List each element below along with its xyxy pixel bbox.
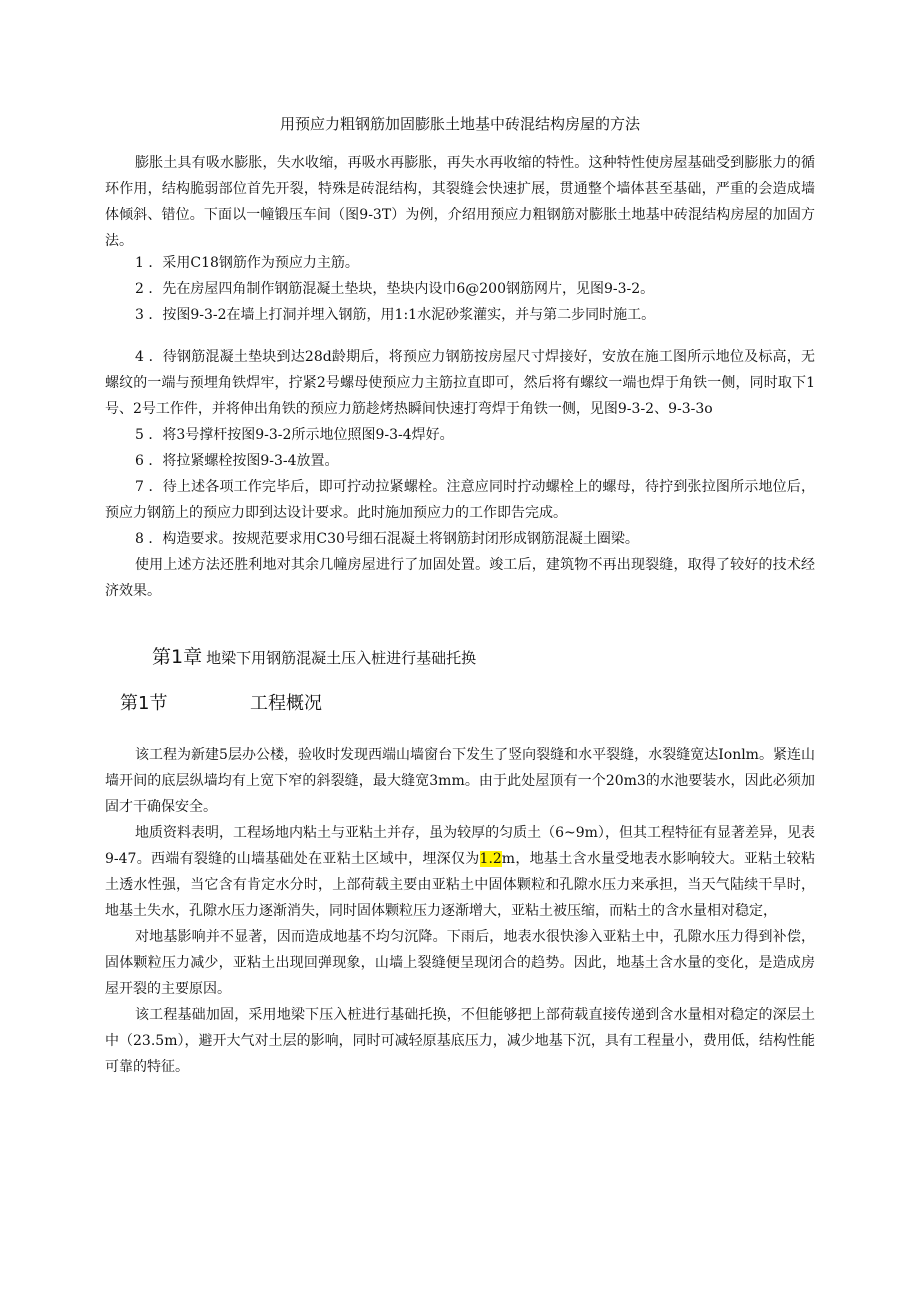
paragraph-4: 该工程基础加固，采用地梁下压入桩进行基础托换，不但能够把上部荷载直接传递到含水量相对稳定的深层土中（23.5m），避开大气对土层的影响，同时可减轻原基底压力，减少地基下沉，具有工程量小，费用低，结构性能可靠的特征。 bbox=[105, 1007, 815, 1075]
step-8: 8 ．构造要求。按规范要求用C30号细石混凝土将钢筋封闭形成钢筋混凝土圈梁。 bbox=[135, 531, 639, 547]
step-7: 7 ．待上述各项工作完毕后，即可拧动拉紧螺栓。注意应同时拧动螺栓上的螺母，待拧到张拉图所示地位后，预应力钢筋上的预应力即到达设计要求。此时施加预应力的工作即告完成。 bbox=[105, 479, 815, 521]
paragraph-1: 该工程为新建5层办公楼，验收时发现西端山墙窗台下发生了竖向裂缝和水平裂缝，水裂缝宽达Ionlm。紧连山墙开间的底层纵墙均有上宽下窄的斜裂缝，最大缝宽3mm。由于此处屋顶有一个20m3的水池要装水，因此必须加固才干确保安全。 bbox=[105, 747, 815, 815]
step-3: 3 ．按图9-3-2在墙上打洞并埋入钢筋，用1:1水泥砂浆灌实，并与第二步同时施工。 bbox=[135, 307, 656, 323]
step-5: 5 ．将3号撑杆按图9-3-2所示地位照图9-3-4焊好。 bbox=[135, 427, 454, 443]
paragraph-2-start: 地质资料表明，工程场地内粘土与亚粘土并存，虽为较厚的匀质土（6~9m），但其工程特征有显著差异，见表9-47。西端有裂缝的山墙基础处在亚粘土区域中，埋深仅为 bbox=[105, 825, 815, 867]
intro-paragraph: 膨胀土具有吸水膨胀，失水收缩，再吸水再膨胀，再失水再收缩的特性。这种特性使房屋基础受到膨胀力的循环作用，结构脆弱部位首先开裂，特殊是砖混结构，其裂缝会快速扩展，贯通整个墙体甚至基础，严重的会造成墙体倾斜、错位。下面以一幢锻压车间（图9-3T）为例，介绍用预应力粗钢筋对膨胀土地基中砖混结构房屋的加固方法。 bbox=[105, 155, 815, 249]
steps-list-b bbox=[105, 344, 815, 604]
steps-list-a bbox=[105, 250, 815, 328]
section-prefix: 第1节 bbox=[120, 693, 168, 714]
step-6: 6 ．将拉紧螺栓按图9-3-4放置。 bbox=[135, 453, 339, 469]
paragraph-2-end: m，地基土含水量受地表水影响较大。亚粘土较粘土透水性强，当它含有肯定水分时，上部荷载主要由亚粘土中固体颗粒和孔隙水压力来承担，当天气陆续干旱时，地基土失水，孔隙水压力逐渐消失，同时固体颗粒压力逐渐增大，亚粘土被压缩，而粘土的含水量相对稳定， bbox=[105, 851, 816, 919]
paragraph-2 bbox=[105, 820, 815, 924]
chapter-heading bbox=[152, 645, 476, 670]
step-4: 4 ．待钢筋混凝土垫块到达28d龄期后，将预应力钢筋按房屋尺寸焊接好，安放在施工图所示地位及标高，无螺纹的一端与预埋角铁焊牢，拧紧2号螺母使预应力主筋拉直即可，然后将有螺纹一端也焊于角铁一侧，同时取下1号、2号工作件，并将伸出角铁的预应力筋趁烤热瞬间快速打弯焊于角铁一侧，见图9-3-2、9-3-3o bbox=[105, 349, 815, 417]
step-1: 1 ．采用C18钢筋作为预应力主筋。 bbox=[135, 255, 359, 271]
body-section bbox=[105, 742, 815, 1080]
section-heading bbox=[120, 692, 322, 716]
chapter-prefix: 第1章 bbox=[152, 646, 203, 668]
step-2: 2 ．先在房屋四角制作钢筋混凝土垫块，垫块内设巾6@200钢筋网片，见图9-3-2。 bbox=[135, 281, 655, 297]
chapter-title: 地梁下用钢筋混凝土压入桩进行基础托换 bbox=[206, 649, 477, 667]
document-title: 用预应力粗钢筋加固膨胀土地基中砖混结构房屋的方法 bbox=[279, 115, 640, 133]
section-title: 工程概况 bbox=[250, 693, 322, 714]
paragraph-3: 对地基影响并不显著，因而造成地基不均匀沉降。下雨后，地表水很快渗入亚粘土中，孔隙水压力得到补偿，固体颗粒压力减少，亚粘土出现回弹现象，山墙上裂缝便呈现闭合的趋势。因此，地基土含水量的变化，是造成房屋开裂的主要原因。 bbox=[105, 929, 815, 997]
result-paragraph: 使用上述方法还胜利地对其余几幢房屋进行了加固处置。竣工后，建筑物不再出现裂缝，取得了较好的技术经济效果。 bbox=[105, 557, 815, 599]
highlighted-depth: 1.2 bbox=[479, 851, 502, 867]
